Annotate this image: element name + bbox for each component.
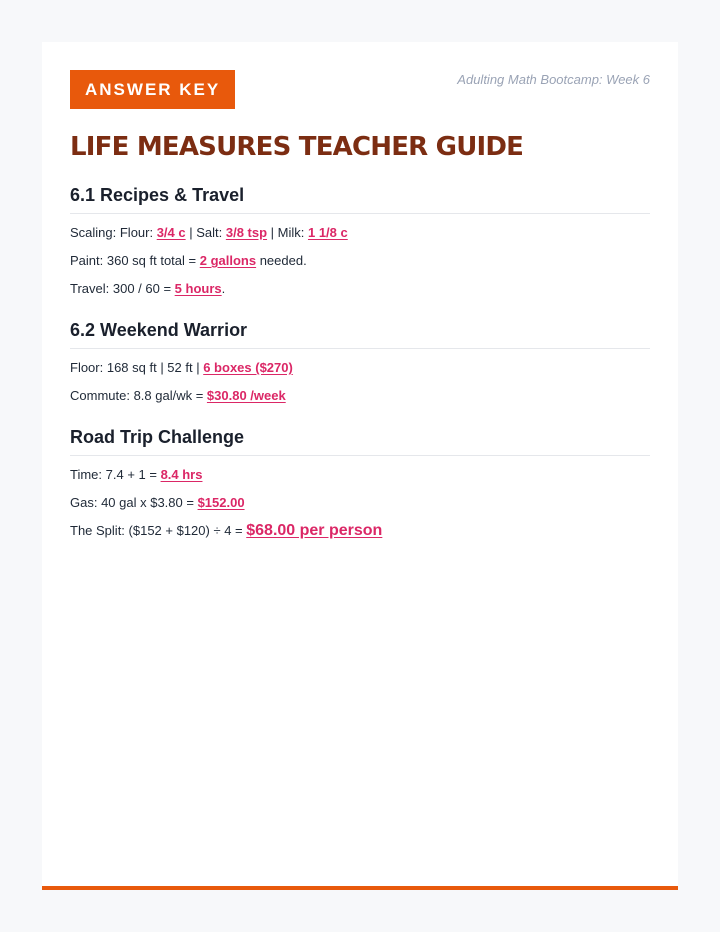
scaling-line [70, 224, 650, 242]
time-prefix: Time: 7.4 + 1 = [70, 467, 161, 482]
gas-prefix: Gas: 40 gal x $3.80 = [70, 495, 198, 510]
commute-line [70, 387, 650, 405]
scaling-prefix: Scaling: Flour: [70, 225, 157, 240]
paint-suffix: needed. [256, 253, 307, 268]
commute-answer: $30.80 /week [206, 388, 286, 403]
floor-answer: 6 boxes ($270) [203, 360, 293, 375]
section-heading: 6.2 Weekend Warrior [70, 318, 650, 349]
answer-key-badge: ANSWER KEY [70, 70, 235, 109]
salt-label: | Salt: [185, 225, 226, 240]
paint-prefix: Paint: 360 sq ft total = [70, 253, 200, 268]
paint-line [70, 252, 650, 270]
gas-line [70, 494, 650, 512]
floor-line [70, 359, 650, 377]
section-road-trip [70, 425, 650, 540]
travel-line [70, 280, 650, 298]
split-line [70, 522, 650, 540]
floor-prefix: Floor: 168 sq ft | 52 ft | [70, 360, 204, 375]
commute-prefix: Commute: 8.8 gal/wk = [70, 388, 207, 403]
milk-answer: 1 1/8 c [307, 225, 348, 240]
split-answer: $68.00 per person [246, 522, 383, 539]
header-row [70, 70, 650, 110]
section-recipes-travel [70, 183, 650, 298]
flour-answer: 3/4 c [156, 225, 186, 240]
section-heading: Road Trip Challenge [70, 425, 650, 456]
split-prefix: The Split: ($152 + $120) ÷ 4 = [70, 523, 247, 538]
worksheet-page [42, 42, 678, 888]
time-answer: 8.4 hrs [160, 467, 203, 482]
section-heading: 6.1 Recipes & Travel [70, 183, 650, 214]
time-line [70, 466, 650, 484]
gas-answer: $152.00 [197, 495, 245, 510]
travel-answer: 5 hours [174, 281, 222, 296]
salt-answer: 3/8 tsp [225, 225, 268, 240]
paint-answer: 2 gallons [199, 253, 257, 268]
section-weekend-warrior [70, 318, 650, 405]
footer-rule [42, 886, 678, 890]
course-label: Adulting Math Bootcamp: Week 6 [457, 72, 650, 87]
travel-suffix: . [221, 281, 226, 296]
milk-label: | Milk: [267, 225, 308, 240]
travel-prefix: Travel: 300 / 60 = [70, 281, 175, 296]
page-title: LIFE MEASURES TEACHER GUIDE [70, 132, 524, 162]
